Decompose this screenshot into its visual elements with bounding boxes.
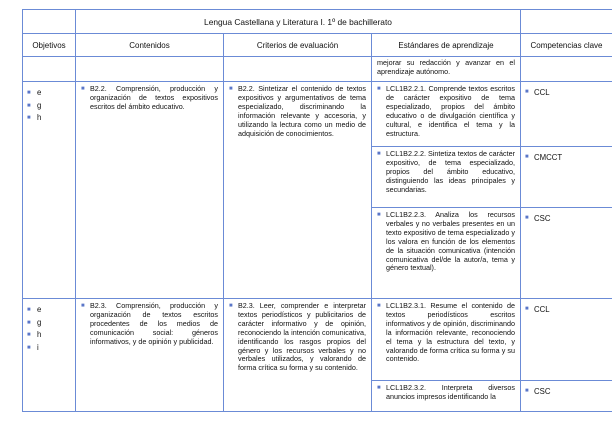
empty-cell [76,57,224,82]
bullet-icon: ■ [27,90,31,96]
bullet-icon: ■ [525,154,529,160]
block1-criterio [224,82,372,299]
bullet-icon: ■ [229,303,233,309]
estandar-cell [372,299,521,381]
empty-cell [521,57,613,82]
title-empty-cell [23,10,76,34]
block2-criterio [224,299,372,412]
table-title: Lengua Castellana y Literatura I. 1º de bachillerato [76,10,521,34]
bullet-icon: ■ [377,385,381,391]
competencia-text: CSC [534,387,551,396]
estandar-cell [372,381,521,412]
estandar-text: LCL1B2.2.3. Analiza los recursos verbales y no verbales presentes en un texto expositivo de tema especializado y los valora en función de los elementos de la situación comunicativa (intención comunicativa del/de la autor/a, tema y género textual). [386,210,515,273]
bullet-icon: ■ [377,151,381,157]
bullet-icon: ■ [525,89,529,95]
bullet-icon: ■ [27,319,31,326]
bullet-icon: ■ [27,102,31,109]
continuation-row [23,57,613,82]
estandar-cell [372,82,521,147]
block2-row1 [23,299,613,381]
bullet-icon: ■ [377,86,381,92]
title-row [23,10,613,34]
block2-contenido [76,299,224,412]
header-estandares: Estándares de aprendizaje [372,34,521,57]
curriculum-sheet [22,9,612,439]
block1-contenido [76,82,224,299]
continuation-text: mejorar su redacción y avanzar en el aprendizaje autónomo. [377,58,515,76]
competencia-text: CCL [534,305,550,314]
block1-row1 [23,82,613,147]
bullet-icon: ■ [27,344,31,351]
bullet-icon: ■ [525,388,529,394]
competencia-cell [521,82,613,147]
continuation-cell [372,57,521,82]
objetivo-item: ■ g [27,317,75,330]
competencia-text: CMCCT [534,153,563,162]
estandar-text: LCL1B2.2.1. Comprende textos escritos de carácter expositivo de tema especializado, propios del ámbito educativo o de divulgación científica y cultural, e identifica el tema y la estructura. [386,84,515,138]
header-contenidos: Contenidos [76,34,224,57]
header-row [23,34,613,57]
empty-cell [23,57,76,82]
bullet-icon: ■ [229,86,233,92]
bullet-icon: ■ [27,332,31,338]
title-empty-cell [521,10,613,34]
competencia-cell [521,208,613,299]
bullet-icon: ■ [377,303,381,309]
header-objetivos: Objetivos [23,34,76,57]
objetivo-item: ■ g [27,100,75,113]
objetivo-item: ■ h [27,112,75,125]
criterio-text: B2.3. Leer, comprender e interpretar textos periodísticos y publicitarios de carácter informativo y de opinión, reconociendo la intención comunicativa, identificando los rasgos propios del género y los recursos verbales y no verbales utilizados, y valorando de forma crítica su forma y su contenido. [238,301,366,373]
estandar-text: LCL1B2.2.2. Sintetiza textos de carácter expositivo, de tema especializado, propios del ámbito educativo, distinguiendo las ideas principales y secundarias. [386,149,515,194]
competencia-text: CCL [534,88,550,97]
bullet-icon: ■ [525,306,529,312]
header-competencias: Competencias clave [521,34,613,57]
competencia-cell [521,299,613,381]
bullet-icon: ■ [81,303,85,309]
bullet-icon: ■ [525,215,529,221]
contenido-text: B2.3. Comprensión, producción y organización de textos escritos procedentes de los medios de comunicación social: géneros informativos, y de opinión y publicidad. [90,301,218,346]
estandar-text: LCL1B2.3.2. Interpreta diversos anuncios impresos identificando la [386,383,515,401]
bullet-icon: ■ [27,307,31,313]
objetivo-item: ■ e [27,304,75,317]
competencia-cell [521,147,613,208]
objetivo-item: ■ h [27,329,75,342]
header-criterios: Criterios de evaluación [224,34,372,57]
block1-objetivos [23,82,76,299]
contenido-text: B2.2. Comprensión, producción y organización de textos expositivos escritos del ámbito educativo. [90,84,218,111]
curriculum-table [22,9,612,412]
block2-objetivos [23,299,76,412]
competencia-text: CSC [534,214,551,223]
competencia-cell [521,381,613,412]
objetivo-item: ■ e [27,87,75,100]
empty-cell [224,57,372,82]
estandar-cell [372,208,521,299]
estandar-cell [372,147,521,208]
bullet-icon: ■ [81,86,85,92]
estandar-text: LCL1B2.3.1. Resume el contenido de textos periodísticos escritos informativos y de opinión, discriminando la información relevante, reconociendo el tema y la estructura del texto, y valorando de forma crítica su forma y su contenido. [386,301,515,364]
bullet-icon: ■ [377,212,381,218]
bullet-icon: ■ [27,115,31,121]
criterio-text: B2.2. Sintetizar el contenido de textos expositivos y argumentativos de tema especializado, discriminando la información relevante y accesoria, y utilizando la lectura como un medio de adquisición de conocimientos. [238,84,366,138]
objetivo-item: ■ i [27,342,75,355]
